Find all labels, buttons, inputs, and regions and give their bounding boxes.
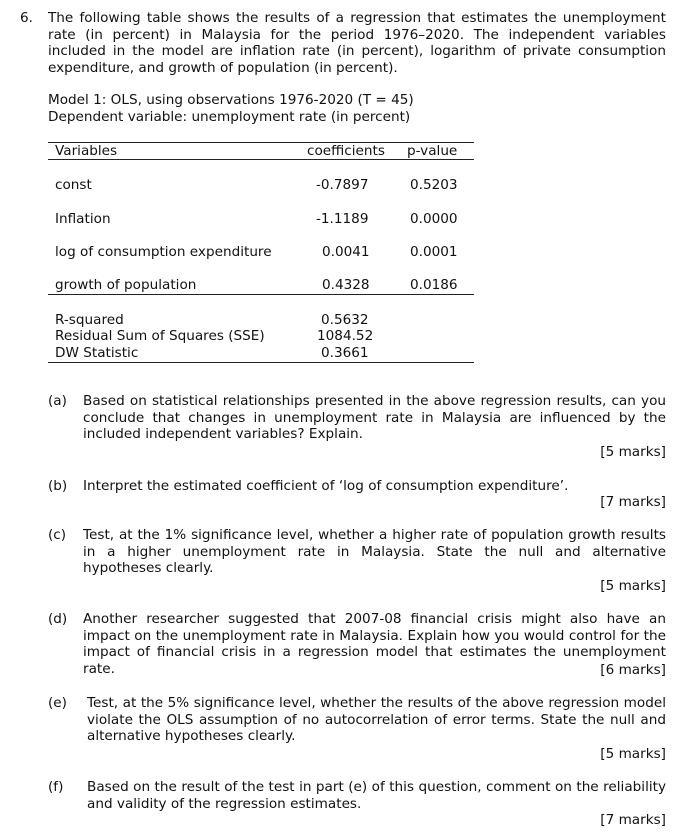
part-b-marks: [7 marks] [600,494,666,510]
part-d [48,611,666,677]
part-b [48,478,666,510]
part-d-text: Another researcher suggested that 2007-08 financial crisis might also have an impact on the unemployment rate in Malaysia. Explain how you would control for the impact of financial crisis in a regression model that estimates the unemployment rate. [83,611,666,677]
header-p-value: p-value [407,143,458,159]
part-e-marks: [5 marks] [600,746,666,762]
header-coefficients: coefficients [307,143,385,159]
part-c-text: Test, at the 1% significance level, whether a higher rate of population growth results in a higher unemployment rate in Malaysia. State the null and alternative hypotheses clearly. [83,527,666,577]
table-header-rule [48,159,474,160]
stat-r-squared-value: 0.5632 [321,312,369,328]
part-a-text: Based on statistical relationships presented in the above regression results, can you conclude that changes in unemployment rate in Malaysia are influenced by the included independent variables? Explain. [83,393,666,443]
part-c [48,527,666,594]
regression-table [48,141,474,363]
row-population-growth-coefficient: 0.4328 [322,277,370,293]
part-d-marks: [6 marks] [600,662,666,678]
row-const-variable: const [55,177,92,193]
row-inflation-p-value: 0.0000 [410,211,458,227]
row-inflation-coefficient: -1.1189 [316,211,369,227]
row-log-consumption-variable: log of consumption expenditure [55,244,272,260]
part-e [48,695,666,762]
part-c-label: (c) [48,527,67,543]
part-a-label: (a) [48,393,67,409]
row-const-p-value: 0.5203 [410,177,458,193]
question-intro: The following table shows the results of a regression that estimates the unemployment rate (in percent) in Malaysia for the period 1976–2020. The independent variables included in the model are inflation rate (in percent), logarithm of private consumption expenditure, and growth of population (in percent). [48,10,666,76]
stat-r-squared-label: R-squared [55,312,124,328]
stat-dw-value: 0.3661 [321,345,369,361]
table-bottom-rule [48,362,474,363]
model-description [48,92,414,125]
stat-sse-label: Residual Sum of Squares (SSE) [55,328,265,344]
part-f [48,779,666,828]
part-c-marks: [5 marks] [600,578,666,594]
part-a-marks: [5 marks] [600,444,666,460]
part-b-text: Interpret the estimated coefficient of ‘log of consumption expenditure’. [83,478,569,494]
part-b-label: (b) [48,478,68,494]
stat-dw-label: DW Statistic [55,345,139,361]
part-f-marks: [7 marks] [600,812,666,828]
header-variables: Variables [55,143,118,159]
question-number: 6. [20,10,33,26]
row-inflation-variable: Inflation [55,211,111,227]
part-a [48,393,666,460]
part-d-label: (d) [48,611,68,627]
row-log-consumption-coefficient: 0.0041 [322,244,370,260]
model-line-2: Dependent variable: unemployment rate (in percent) [48,108,411,125]
model-line-1: Model 1: OLS, using observations 1976-2020 (T = 45) [48,92,414,108]
stat-sse-value: 1084.52 [317,328,374,344]
row-population-growth-variable: growth of population [55,277,197,293]
part-e-label: (e) [48,695,67,711]
part-f-label: (f) [48,779,64,795]
row-log-consumption-p-value: 0.0001 [410,244,458,260]
part-f-text: Based on the result of the test in part (e) of this question, comment on the reliability and validity of the regression estimates. [87,779,666,812]
part-e-text: Test, at the 5% significance level, whether the results of the above regression model violate the OLS assumption of no autocorrelation of error terms. State the null and alternative hypotheses clearly. [87,695,666,745]
table-mid-rule [48,294,474,295]
row-const-coefficient: -0.7897 [316,177,369,193]
row-population-growth-p-value: 0.0186 [410,277,458,293]
